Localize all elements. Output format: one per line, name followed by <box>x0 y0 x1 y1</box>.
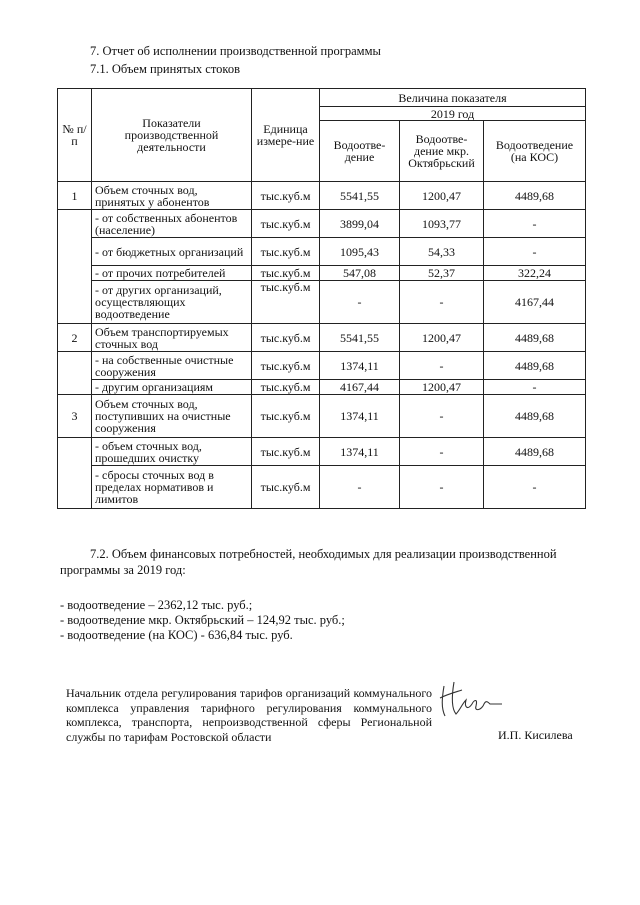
row-v1: 5541,55 <box>320 182 400 210</box>
row-label: - от прочих потребителей <box>92 266 252 281</box>
table-row <box>58 324 586 352</box>
row-unit: тыс.куб.м <box>252 438 320 466</box>
header-num: № п/п <box>58 89 92 182</box>
row-num <box>58 210 92 324</box>
row-num <box>58 438 92 509</box>
row-unit: тыс.куб.м <box>252 466 320 509</box>
subsection-heading: 7.1. Объем принятых стоков <box>90 62 240 76</box>
row-label: - на собственные очистные сооружения <box>92 352 252 380</box>
signatory-name: И.П. Кисилева <box>498 728 573 742</box>
section-heading: 7. Отчет об исполнении производственной программы <box>90 44 381 58</box>
row-v1: 1374,11 <box>320 438 400 466</box>
finance-item: - водоотведение (на КОС) - 636,84 тыс. руб. <box>60 628 293 642</box>
table-row <box>58 380 586 395</box>
row-v3: - <box>484 210 586 238</box>
row-v3: 4489,68 <box>484 324 586 352</box>
row-unit: тыс.куб.м <box>252 380 320 395</box>
row-num: 2 <box>58 324 92 352</box>
signatory-position: Начальник отдела регулирования тарифов организаций коммунального комплекса управления тарифного регулирования коммунального комплекса, транспорта, непроизводственной сферы Региональной службы по тарифам Ростовской области <box>66 686 432 744</box>
finance-item: - водоотведение – 2362,12 тыс. руб.; <box>60 598 253 612</box>
row-v1: 4167,44 <box>320 380 400 395</box>
row-num: 1 <box>58 182 92 210</box>
row-v2: - <box>400 395 484 438</box>
row-unit: тыс.куб.м <box>252 182 320 210</box>
handwritten-signature <box>436 674 506 724</box>
table-row <box>58 210 586 238</box>
row-v2: 1093,77 <box>400 210 484 238</box>
row-v1: 3899,04 <box>320 210 400 238</box>
row-v3: 4489,68 <box>484 352 586 380</box>
row-unit: тыс.куб.м <box>252 238 320 266</box>
row-label: - от бюджетных организаций <box>92 238 252 266</box>
header-unit: Единица измере-ние <box>252 89 320 182</box>
table-row <box>58 266 586 281</box>
row-v2: 1200,47 <box>400 380 484 395</box>
row-label: - другим организациям <box>92 380 252 395</box>
row-v1: 1374,11 <box>320 395 400 438</box>
header-value-group: Величина показателя <box>320 89 586 107</box>
header-col1: Водоотве-дение <box>320 121 400 182</box>
row-v3: - <box>484 466 586 509</box>
row-v2: - <box>400 438 484 466</box>
row-unit: тыс.куб.м <box>252 324 320 352</box>
row-v2: 1200,47 <box>400 324 484 352</box>
row-label: - от собственных абонентов (население) <box>92 210 252 238</box>
header-col3: Водоотведение (на КОС) <box>484 121 586 182</box>
table-row <box>58 281 586 324</box>
row-v3: 4489,68 <box>484 395 586 438</box>
row-unit: тыс.куб.м <box>252 281 320 324</box>
row-v1: 1374,11 <box>320 352 400 380</box>
row-v1: 1095,43 <box>320 238 400 266</box>
row-v3: - <box>484 238 586 266</box>
header-indicator: Показатели производственной деятельности <box>92 89 252 182</box>
row-label: - от других организаций, осуществляющих водоотведение <box>92 281 252 324</box>
row-unit: тыс.куб.м <box>252 266 320 281</box>
table-row <box>58 182 586 210</box>
row-v2: - <box>400 281 484 324</box>
row-label: Объем транспортируемых сточных вод <box>92 324 252 352</box>
row-v3: 4167,44 <box>484 281 586 324</box>
row-v2: 54,33 <box>400 238 484 266</box>
row-num: 3 <box>58 395 92 438</box>
row-v2: - <box>400 352 484 380</box>
wastewater-table <box>57 88 586 509</box>
finance-item: - водоотведение мкр. Октябрьский – 124,92 тыс. руб.; <box>60 613 345 627</box>
table-row <box>58 438 586 466</box>
row-unit: тыс.куб.м <box>252 395 320 438</box>
table-row <box>58 466 586 509</box>
row-v2: 1200,47 <box>400 182 484 210</box>
row-unit: тыс.куб.м <box>252 352 320 380</box>
row-v3: - <box>484 380 586 395</box>
row-label: Объем сточных вод, принятых у абонентов <box>92 182 252 210</box>
table-row <box>58 395 586 438</box>
row-v1: 547,08 <box>320 266 400 281</box>
row-num <box>58 352 92 395</box>
row-v1: - <box>320 281 400 324</box>
row-v3: 4489,68 <box>484 182 586 210</box>
table-row <box>58 238 586 266</box>
header-col2: Водоотве-дение мкр. Октябрьский <box>400 121 484 182</box>
row-label: Объем сточных вод, поступивших на очистные сооружения <box>92 395 252 438</box>
row-v1: - <box>320 466 400 509</box>
row-unit: тыс.куб.м <box>252 210 320 238</box>
table-row <box>58 352 586 380</box>
row-v1: 5541,55 <box>320 324 400 352</box>
row-v2: - <box>400 466 484 509</box>
row-v2: 52,37 <box>400 266 484 281</box>
row-label: - объем сточных вод, прошедших очистку <box>92 438 252 466</box>
finance-intro: 7.2. Объем финансовых потребностей, необходимых для реализации производственной программы за 2019 год: <box>60 547 557 577</box>
header-year: 2019 год <box>320 107 586 121</box>
row-label: - сбросы сточных вод в пределах нормативов и лимитов <box>92 466 252 509</box>
row-v3: 4489,68 <box>484 438 586 466</box>
row-v3: 322,24 <box>484 266 586 281</box>
